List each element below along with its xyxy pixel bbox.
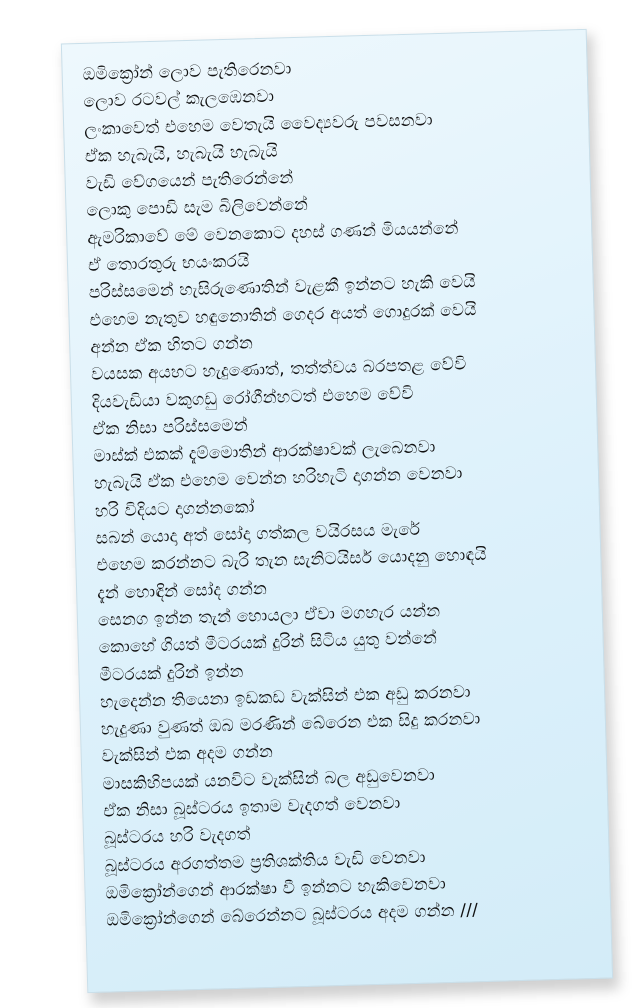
poem-line: දැන් හොඳින් සෝද ගන්න [96, 578, 268, 604]
poem-line: හරි විදියට දාගන්නකෝ [94, 497, 255, 522]
poem-line: ඒක නිසා පරිස්සමෙන් [92, 415, 248, 440]
poem-line: ඔමික්‍රෝන් ලොව පැතිරෙනවා [82, 59, 292, 85]
poem-line: පරිස්සමෙන් හැසිරුණොතින් වැළකී ඉන්නට හැකි වෙයි [88, 272, 476, 304]
poem-line: මීටරයක් දුරින් ඉන්න [99, 661, 244, 686]
poem-line: ලංකාවෙත් එහෙම වෙතැයි වෛද්‍යවරු පවසනවා [83, 109, 434, 140]
poem-line: ඔමික්‍රෝන්ගෙන් බේරෙන්නට බූස්ටරය අදම ගන්න /// [106, 900, 479, 931]
poem-line: හැදුණා වුණත් ඔබ මරණින් බේරෙන එක සිදු කරනවා [100, 709, 481, 740]
poem-line: අන්න ඒක හිතට ගන්න [90, 333, 254, 358]
poem-line: වැක්සින් එක අදම ගන්න [101, 742, 274, 768]
poem-line: ලොකු පොඩි සැම බිලිවෙන්නේ [86, 195, 309, 222]
poem-line: ලොව රටවල් කැලඹෙනවා [83, 86, 275, 113]
poem-line: ඔමික්‍රෝන්ගෙන් ආරක්ෂා වී ඉන්නට හැකිවෙනවා [105, 874, 447, 904]
poem-line: බූස්ටරය හරි වැදගත් [103, 824, 251, 849]
poem-line: දියවැඩියා වකුගඩු රෝගීන්හටත් එහෙම වේවි [91, 383, 414, 413]
poem-line: වැඩි වේගයෙන් පැතිරෙන්නේ [85, 168, 294, 195]
poem-line: ඒ තොරතුරු භයංකරයි [87, 251, 250, 276]
poem-line: වයසක අයහට හැදුණොත්, තත්ත්වය බරපතළ වේවි [90, 354, 467, 386]
poem-line: ඒක නිසා බූස්ටරය ඉතාම වැදගත් වෙනවා [103, 793, 401, 822]
poem-line: ඒක හැබැයි, හැබැයි හැබැයි [84, 141, 279, 167]
poem-card [61, 29, 613, 993]
poem-line: හැබැයි ඒක එහෙම වෙන්න හරිහැටි දාගන්න වෙනවා [93, 463, 463, 495]
poem-line: සෙනග ඉන්න තැන් හොයලා ඒවා මගහැර යන්න [97, 601, 441, 631]
poem-line: මාස්ක් එකක් දැම්මොතින් ආරක්ෂාවක් ලැබෙනවා [93, 437, 436, 467]
poem-line: සබන් යොදා අත් සෝදා ගත්කල වයිරසය මැරේ [95, 519, 421, 549]
poem-line: කොහේ ගියත් මීටරයක් දුරින් සිටිය යුතු වන්නේ [98, 628, 438, 658]
poem-line: බූස්ටරය අරගත්තම ප්‍රතිශක්තිය වැඩි වෙනවා [104, 847, 426, 877]
poem-line: ඇමරිකාවේ මේ වෙනකොට දහස් ගණන් මියයන්නේ [87, 218, 459, 249]
poem-text [82, 48, 596, 935]
poem-line: එහෙම කරන්නට බැරි තැන සැනිටයිසර් යොදනු හොඳයි [96, 545, 488, 577]
poem-line: හැදෙන්න තියෙනා ඉඩකඩ වැක්සින් එක අඩු කරනවා [99, 682, 471, 713]
poem-line: එහෙම නැතුව හඳුනොතින් ගෙදර අයත් ගොදුරක් වෙයි [89, 299, 477, 331]
poem-line: මාසකිහිපයක් යනවිට වැක්සින් බල අඩුවෙනවා [102, 765, 436, 795]
